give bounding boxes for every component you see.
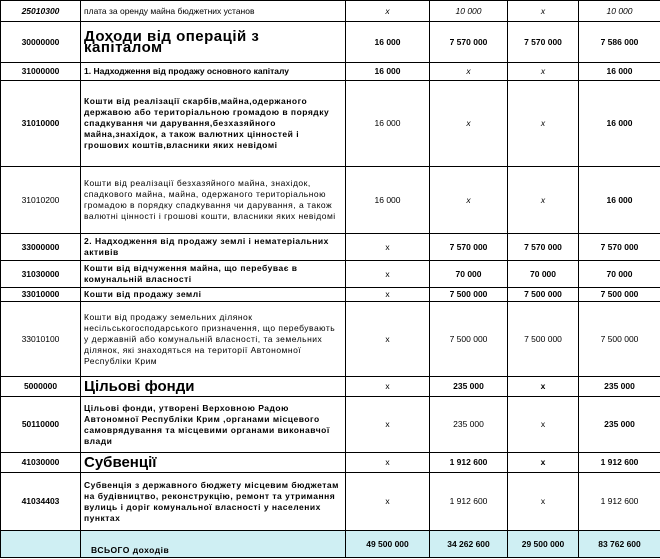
row-description: Доходи від операцій з капіталом <box>81 22 346 63</box>
table-row <box>1 81 660 167</box>
budget-code: 30000000 <box>1 22 81 63</box>
cell-column-4: 7 586 000 <box>579 22 660 63</box>
cell-column-2: 70 000 <box>430 261 508 288</box>
table-row <box>1 1 660 22</box>
table-row <box>1 234 660 261</box>
cell-column-4: 16 000 <box>579 63 660 81</box>
budget-code: 33010000 <box>1 288 81 302</box>
table-row <box>1 261 660 288</box>
cell-column-4: 7 570 000 <box>579 234 660 261</box>
table-row <box>1 167 660 234</box>
budget-code: 31030000 <box>1 261 81 288</box>
cell-column-2: 7 500 000 <box>430 288 508 302</box>
cell-column-2: 10 000 <box>430 1 508 22</box>
cell-column-3: x <box>508 453 579 473</box>
cell-column-1: 16 000 <box>346 81 430 167</box>
budget-code: 33010100 <box>1 302 81 377</box>
budget-code: 5000000 <box>1 377 81 397</box>
row-description: 1. Надходження від продажу основного капіталу <box>81 63 346 81</box>
total-column-2: 34 262 600 <box>430 531 508 558</box>
row-description: Цільові фонди <box>81 377 346 397</box>
cell-column-4: 16 000 <box>579 81 660 167</box>
total-row <box>1 531 660 558</box>
cell-column-4: 235 000 <box>579 397 660 453</box>
cell-column-2: 1 912 600 <box>430 453 508 473</box>
cell-column-3: x <box>508 377 579 397</box>
total-column-1: 49 500 000 <box>346 531 430 558</box>
cell-column-2: x <box>430 167 508 234</box>
cell-column-1: 16 000 <box>346 22 430 63</box>
cell-column-4: 1 912 600 <box>579 473 660 531</box>
cell-column-2: 7 500 000 <box>430 302 508 377</box>
cell-column-1: x <box>346 302 430 377</box>
total-column-4: 83 762 600 <box>579 531 660 558</box>
table-row <box>1 473 660 531</box>
cell-column-1: 16 000 <box>346 63 430 81</box>
cell-column-2: x <box>430 81 508 167</box>
row-description: 2. Надходження від продажу землі і нематеріальних активів <box>81 234 346 261</box>
budget-code: 31010000 <box>1 81 81 167</box>
cell-column-1: x <box>346 288 430 302</box>
cell-column-3: 7 570 000 <box>508 22 579 63</box>
cell-column-3: x <box>508 473 579 531</box>
total-label: ВСЬОГО доходів <box>81 531 346 558</box>
cell-column-2: 7 570 000 <box>430 22 508 63</box>
budget-code: 41034403 <box>1 473 81 531</box>
cell-column-3: x <box>508 63 579 81</box>
cell-column-2: 235 000 <box>430 377 508 397</box>
row-description: Кошти від реалізації безхазяйного майна, знахідок, спадкового майна, майна, одержаного територіальною громадою в порядку спадкування чи дарування, а також валютні цінності і грошові кошти, власники яких невідомі <box>81 167 346 234</box>
budget-code: 41030000 <box>1 453 81 473</box>
row-description: Кошти від продажу земельних ділянок несільськогосподарського призначення, що перебувають у державній або комунальній власності, та земельних ділянок, які знаходяться на території Автономної Республіки Крим <box>81 302 346 377</box>
cell-column-3: 7 570 000 <box>508 234 579 261</box>
cell-column-4: 7 500 000 <box>579 288 660 302</box>
budget-code: 25010300 <box>1 1 81 22</box>
cell-column-1: x <box>346 453 430 473</box>
cell-column-2: 7 570 000 <box>430 234 508 261</box>
cell-column-1: x <box>346 1 430 22</box>
cell-column-4: 235 000 <box>579 377 660 397</box>
cell-column-1: 16 000 <box>346 167 430 234</box>
cell-column-3: x <box>508 397 579 453</box>
cell-column-3: 7 500 000 <box>508 302 579 377</box>
cell-column-1: x <box>346 397 430 453</box>
cell-column-1: x <box>346 261 430 288</box>
cell-column-1: x <box>346 473 430 531</box>
budget-code: 31010200 <box>1 167 81 234</box>
cell-column-4: 1 912 600 <box>579 453 660 473</box>
row-description: Кошти від відчуження майна, що перебуває в комунальній власності <box>81 261 346 288</box>
budget-code <box>1 531 81 558</box>
row-description: Субвенція з державного бюджету місцевим бюджетам на будівництво, реконструкцію, ремонт та утримання вулиць і доріг комунальної власності у населених пунктах <box>81 473 346 531</box>
cell-column-4: 7 500 000 <box>579 302 660 377</box>
cell-column-3: 7 500 000 <box>508 288 579 302</box>
budget-code: 31000000 <box>1 63 81 81</box>
cell-column-4: 10 000 <box>579 1 660 22</box>
cell-column-2: 1 912 600 <box>430 473 508 531</box>
cell-column-1: x <box>346 377 430 397</box>
table-row <box>1 302 660 377</box>
cell-column-2: x <box>430 63 508 81</box>
table-row <box>1 63 660 81</box>
row-description: Субвенції <box>81 453 346 473</box>
cell-column-1: x <box>346 234 430 261</box>
row-description: Цільові фонди, утворені Верховною Радою Автономної Республіки Крим ,органами місцевого самоврядування та місцевими органами виконавчої влади <box>81 397 346 453</box>
budget-code: 50110000 <box>1 397 81 453</box>
row-description: Кошти від продажу землі <box>81 288 346 302</box>
cell-column-3: 70 000 <box>508 261 579 288</box>
row-description: Кошти від реалізації скарбів,майна,одержаного державою або територіальною громадою в порядку спадкування чи дарування,безхазяйного майна,знахідок, а також валютних цінностей і грошових коштів,власники яких невідомі <box>81 81 346 167</box>
budget-code: 33000000 <box>1 234 81 261</box>
table-row <box>1 22 660 63</box>
table-row <box>1 288 660 302</box>
cell-column-3: x <box>508 1 579 22</box>
cell-column-3: x <box>508 167 579 234</box>
table-row <box>1 377 660 397</box>
cell-column-4: 70 000 <box>579 261 660 288</box>
row-description: плата за оренду майна бюджетних установ <box>81 1 346 22</box>
table-row <box>1 453 660 473</box>
total-column-3: 29 500 000 <box>508 531 579 558</box>
cell-column-2: 235 000 <box>430 397 508 453</box>
cell-column-3: x <box>508 81 579 167</box>
table-row <box>1 397 660 453</box>
cell-column-4: 16 000 <box>579 167 660 234</box>
